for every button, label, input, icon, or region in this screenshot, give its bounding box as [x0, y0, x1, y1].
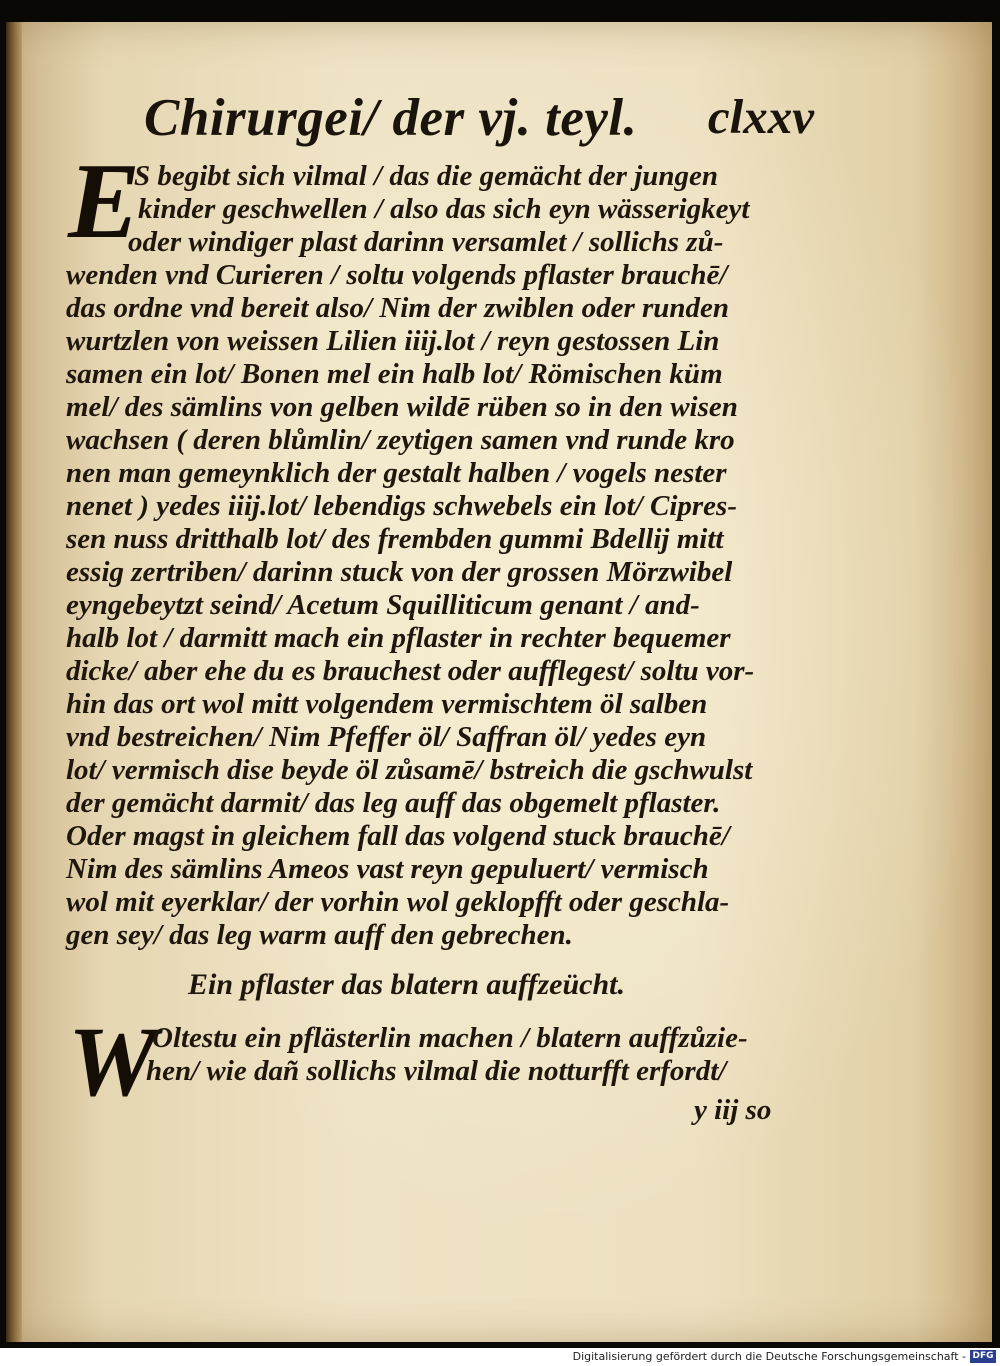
text-line: kinder geschwellen / also das sich eyn wässerigkeyt	[138, 193, 750, 225]
text-line: wenden vnd Curieren / soltu volgends pflaster brauchē/	[66, 259, 728, 291]
drop-cap-initial: W	[68, 1006, 157, 1117]
folio-number: clxxv	[707, 89, 814, 144]
text-line: samen ein lot/ Bonen mel ein halb lot/ Römischen küm	[66, 358, 723, 390]
page-gutter	[6, 22, 22, 1342]
text-line: der gemächt darmit/ das leg auff das obgemelt pflaster.	[66, 787, 721, 819]
text-line: halb lot / darmitt mach ein pflaster in rechter bequemer	[66, 622, 731, 654]
text-line: dicke/ aber ehe du es brauchest oder aufflegest/ soltu vor-	[66, 655, 755, 687]
text-line: oder windiger plast darinn versamlet / sollichs zů-	[128, 226, 724, 258]
text-line: Oltestu ein pflästerlin machen / blatern auffzůzie-	[152, 1022, 748, 1054]
section-heading: Ein pflaster das blatern auffzeücht.	[188, 968, 626, 1001]
text-line: sen nuss dritthalb lot/ des frembden gummi Bdellij mitt	[66, 523, 724, 555]
signature-mark: y iij so	[694, 1094, 772, 1126]
book-page	[6, 22, 992, 1342]
running-head	[144, 82, 814, 162]
text-line: mel/ des sämlins von gelben wildē rüben so in den wisen	[66, 391, 738, 423]
text-line: nen man gemeynklich der gestalt halben / vogels nester	[66, 457, 727, 489]
text-line: wachsen ( deren blůmlin/ zeytigen samen vnd runde kro	[66, 424, 735, 456]
dfg-logo: DFG	[970, 1350, 996, 1363]
text-line: gen sey/ das leg warm auff den gebrechen.	[66, 919, 573, 951]
text-line: essig zertriben/ darinn stuck von der grossen Mörzwibel	[66, 556, 733, 588]
drop-cap-initial: E	[68, 142, 141, 261]
text-line: wurtzlen von weissen Lilien iiij.lot / reyn gestossen Lin	[66, 325, 720, 357]
footer-credit: Digitalisierung gefördert durch die Deutsche Forschungsgemeinschaft -	[572, 1350, 966, 1363]
text-line: Oder magst in gleichem fall das volgend stuck brauchē/	[66, 820, 730, 852]
text-line: vnd bestreichen/ Nim Pfeffer öl/ Saffran öl/ yedes eyn	[66, 721, 707, 753]
running-title: Chirurgei/ der vj. teyl.	[144, 89, 638, 147]
text-line: das ordne vnd bereit also/ Nim der zwiblen oder runden	[66, 292, 730, 324]
text-line: S begibt sich vilmal / das die gemächt der jungen	[134, 160, 719, 192]
text-line: nenet ) yedes iiij.lot/ lebendigs schwebels ein lot/ Cipres-	[66, 490, 737, 522]
text-line: Nim des sämlins Ameos vast reyn gepuluert/ vermisch	[66, 853, 709, 885]
text-line: lot/ vermisch dise beyde öl zůsamē/ bstreich die gschwulst	[66, 754, 753, 786]
text-line: wol mit eyerklar/ der vorhin wol geklopfft oder geschla-	[66, 886, 730, 918]
text-line: eyngebeytzt seind/ Acetum Squilliticum genant / and-	[66, 589, 700, 621]
footer-bar	[0, 1348, 1000, 1366]
text-line: hin das ort wol mitt volgendem vermischtem öl salben	[66, 688, 708, 720]
text-line: hen/ wie dañ sollichs vilmal die notturfft erfordt/	[146, 1055, 727, 1087]
